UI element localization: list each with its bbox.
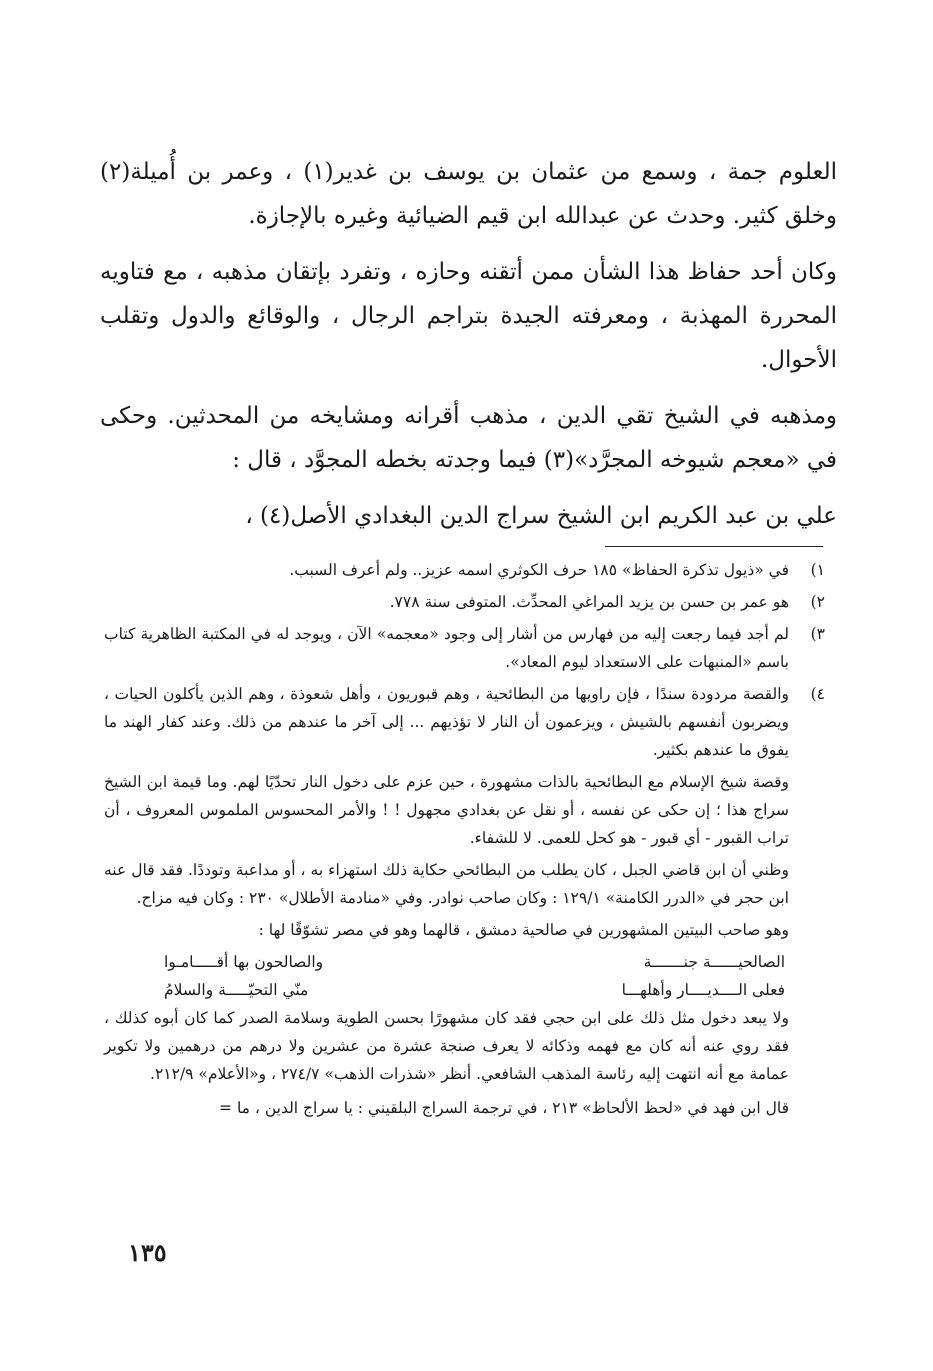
footnote-4: [104, 680, 825, 764]
verse-line-2: [104, 976, 825, 1004]
paragraph-4: علي بن عبد الكريم ابن الشيخ سراج الدين البغدادي الأصل(٤) ،: [245, 503, 837, 529]
verse-hemistich: فعلى الــــديــــار وأهلهـــا: [621, 981, 785, 999]
verse-hemistich: منّي التحيّـــــة والسلامُ: [164, 981, 309, 999]
footnote-continuation-next-page: قال ابن فهد في «لحظ الألحاظ» ٢١٣ ، في ترجمة السراج البلقيني : يا سراج الدين ، ما =: [219, 1099, 789, 1117]
footnote-number: ٣): [810, 625, 825, 643]
verse-hemistich: الصالحيــــــة جنـــــــة: [643, 953, 785, 971]
footnote-4-continuation-1: وقصة شيخ الإسلام مع البطائحية بالذات مشهورة ، حين عزم على دخول النار تحدّيًا لهم. وما قيمة ابن الشيخ سراج هذا ؛ إن حكى عن نفسه ، أو نقل عن بغدادي مجهول ! ! والأمر المحسوس الملموس المعروف ، أن تراب القبور - أي قبور - هو كحل للعمى. لا للشفاء.: [104, 773, 789, 847]
page-number: ١٣٥: [128, 1238, 167, 1267]
verse-hemistich: والصالحون بها أقـــــامـوا: [164, 953, 324, 971]
footnote-number: ٢): [810, 593, 825, 611]
paragraph-1: العلوم جمة ، وسمع من عثمان بن يوسف بن غدير(١) ، وعمر بن أُميلة(٢) وخلق كثير. وحدث عن عبدالله ابن قيم الضيائية وغيره بالإجازة.: [100, 159, 837, 229]
footnote-3: [104, 620, 825, 676]
footnote-text: في «ذيول تذكرة الحفاظ» ١٨٥ حرف الكوثري اسمه عزيز.. ولم أعرف السبب.: [289, 561, 789, 579]
verse-line-1: [104, 948, 825, 976]
footnote-1: [104, 556, 825, 584]
footnote-separator: [605, 546, 823, 547]
footnote-4-continuation-2: وظني أن ابن قاضي الجبل ، كان يطلب من البطائحي حكاية ذلك استهزاء به ، أو مداعبة وتوددًا. فقد قال عنه ابن حجر في «الدرر الكامنة» ١٢٩/١ : وكان صاحب نوادر. وفي «منادمة الأطلال» ٢٣٠ : وكان فيه مزاح.: [104, 861, 789, 907]
main-text: [100, 150, 837, 550]
footnote-4-continuation-4: ولا يبعد دخول مثل ذلك على ابن حجي فقد كان مشهورًا بحسن الطوية وسلامة الصدر كما كان أبوه كذلك ، فقد روي عنه أنه كان مع فهمه وذكائه لا يعرف صنجة عشرة من عشرين ولا درهم من درهمين ولا تكوير عمامة مع أنه انتهت إليه رئاسة المذهب الشافعي. أنظر «شذرات الذهب» ٢٧٤/٧ ، و«الأعلام» ٢١٢/٩.: [104, 1009, 789, 1083]
paragraph-2: وكان أحد حفاظ هذا الشأن ممن أتقنه وحازه ، وتفرد بإتقان مذهبه ، مع فتاويه المحررة المهذبة ، ومعرفته الجيدة بتراجم الرجال ، والوقائع والدول وتقلب الأحوال.: [100, 259, 837, 373]
footnote-text: لم أجد فيما رجعت إليه من فهارس من أشار إلى وجود «معجمه» الآن ، ويوجد له في المكتبة الظاهرية كتاب باسم «المنبهات على الاستعداد ليوم المعاد».: [104, 625, 789, 671]
paragraph-3: ومذهبه في الشيخ تقي الدين ، مذهب أقرانه ومشايخه من المحدثين. وحكى في «معجم شيوخه المجرَّد»(٣) فيما وجدته بخطه المجوَّد ، قال :: [100, 403, 837, 473]
footnote-text: هو عمر بن حسن بن يزيد المراغي المحدِّث. المتوفى سنة ٧٧٨.: [389, 593, 789, 611]
footnotes: [104, 556, 825, 1126]
footnote-number: ٤): [810, 685, 825, 703]
footnote-2: [104, 588, 825, 616]
footnote-4-continuation-3: وهو صاحب البيتين المشهورين في صالحية دمشق ، قالهما وهو في مصر تشوّقًا لها :: [258, 921, 789, 939]
footnote-number: ١): [810, 561, 825, 579]
footnote-text: والقصة مردودة سندًا ، فإن راويها من البطائحية ، وهم قبوريون ، وأهل شعوذة ، وهم الذين يأكلون الحيات ، ويضربون أنفسهم بالشيش ، ويزعمون أن النار لا تؤذيهم ... إلى آخر ما عندهم من ذلك. وعند كفار الهند ما يفوق ما عندهم بكثير.: [104, 685, 789, 759]
